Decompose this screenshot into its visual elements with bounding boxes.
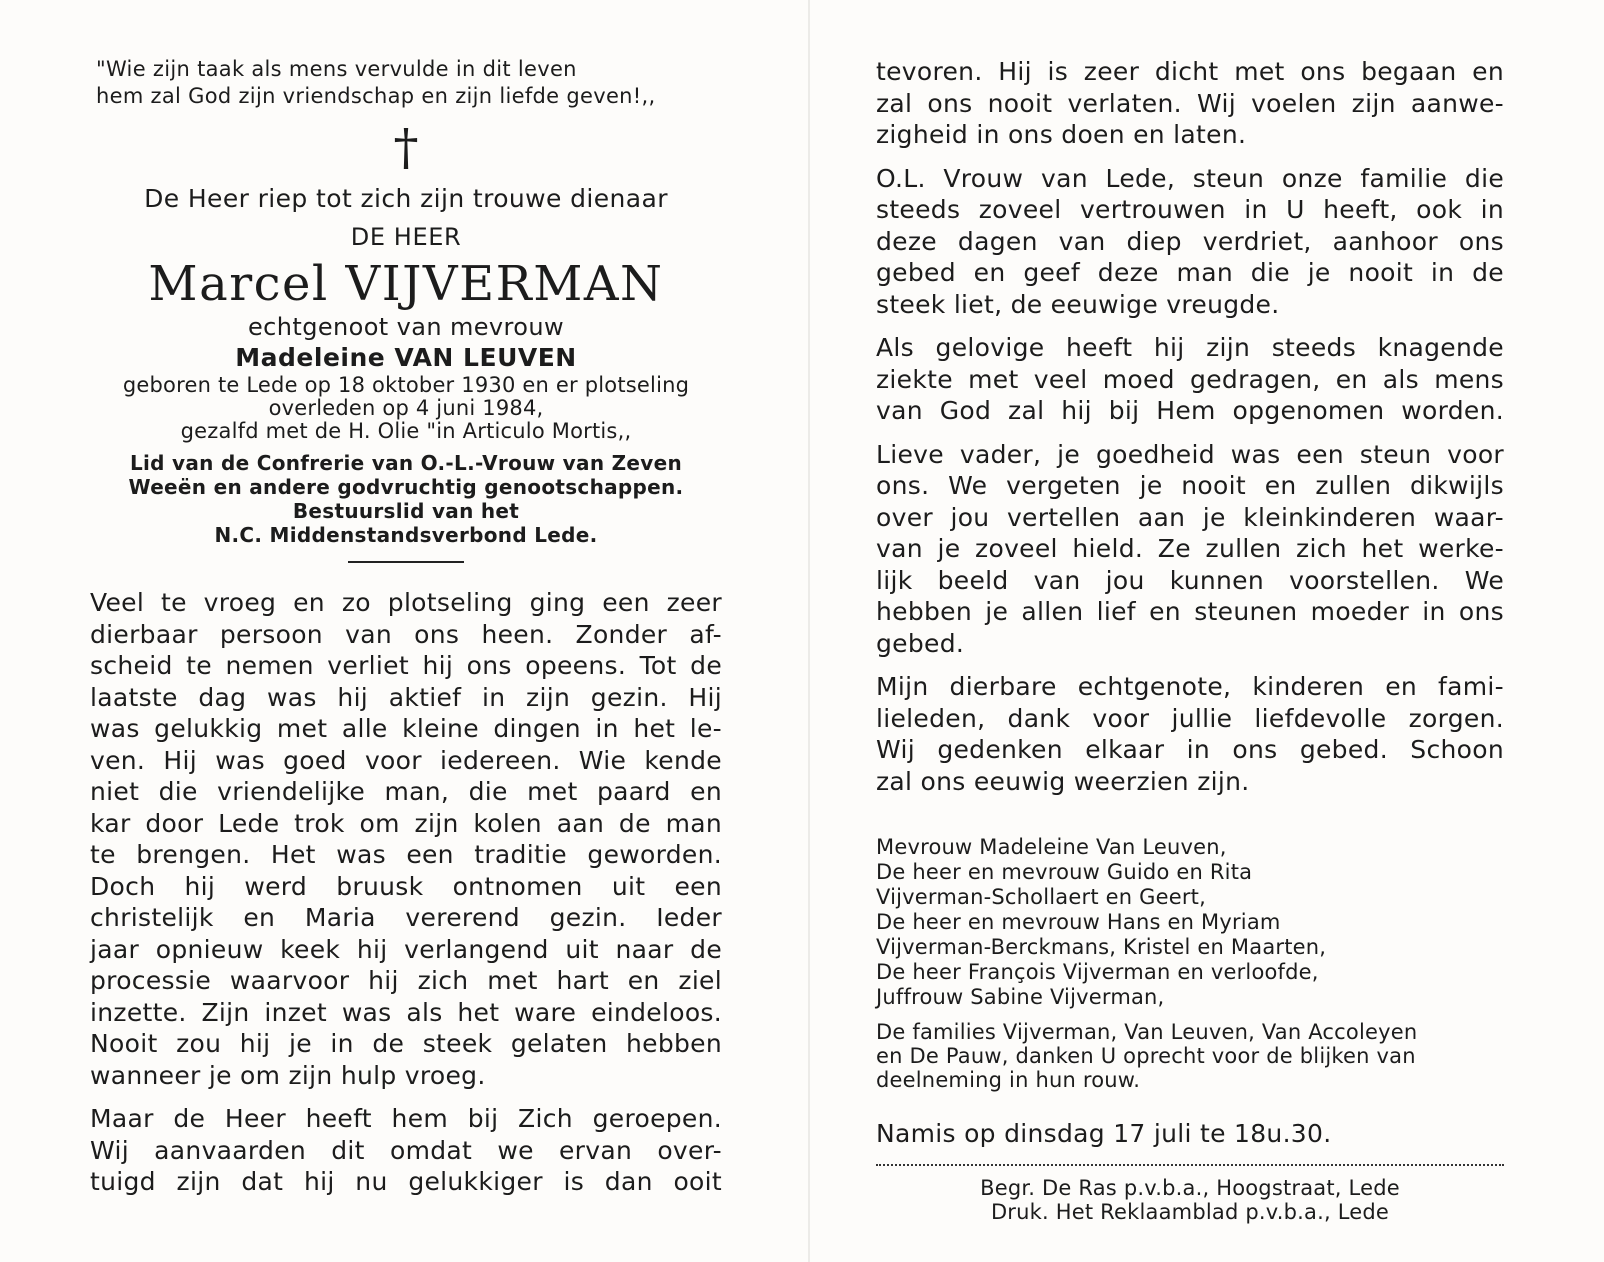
paragraph (876, 439, 1504, 660)
text-line: tevoren. Hij is zeer dicht met ons begaan en (876, 57, 1504, 86)
family-line: Mevrouw Madeleine Van Leuven, (876, 835, 1227, 859)
thanks-line: en De Pauw, danken U oprecht voor de blijken van (876, 1044, 1416, 1068)
membership-line: Lid van de Confrerie van O.-L.-Vrouw van Zeven (129, 451, 683, 475)
paragraph (876, 671, 1504, 797)
text-line: steek liet, de eeuwige vreugde. (876, 289, 1280, 319)
text-line: Wij gedenken elkaar in ons gebed. Schoon (876, 735, 1504, 764)
membership-line: Weeën en andere godvruchtig genootschappen. (128, 475, 684, 499)
family-line: De heer en mevrouw Hans en Myriam (876, 910, 1281, 934)
family-line: Juffrouw Sabine Vijverman, (876, 985, 1165, 1009)
text-line: Mijn dierbare echtgenote, kinderen en fami- (876, 672, 1504, 701)
family-line: Vijverman-Berckmans, Kristel en Maarten, (876, 935, 1327, 959)
membership-line: Bestuurslid van het (292, 499, 520, 523)
paragraph (90, 1103, 722, 1198)
text-line: was gelukkig met alle kleine dingen in het le- (90, 714, 722, 743)
family-list (876, 835, 1504, 1010)
text-line: zigheid in ons doen en laten. (876, 120, 1247, 149)
card-fold (808, 0, 810, 1262)
text-line: niet die vriendelijke man, die met paard en (90, 777, 722, 806)
title-line: DE HEER (350, 223, 462, 251)
text-line: inzette. Zijn inzet was als het ware eindeloos. (90, 997, 722, 1027)
text-line: wanneer je om zijn hulp vroeg. (90, 1060, 486, 1090)
text-line: Wij aanvaarden dit omdat we ervan over- (90, 1135, 722, 1165)
text-line: tuigd zijn dat hij nu gelukkiger is dan ooit (90, 1167, 722, 1196)
text-line: kar door Lede trok om zijn kolen aan de man (90, 808, 722, 838)
text-line: te brengen. Het was een traditie geworden. (90, 840, 722, 869)
text-line: dierbaar persoon van ons heen. Zonder af- (90, 619, 722, 649)
opening-quote (96, 56, 722, 110)
right-page (820, 0, 1604, 1262)
text-line: hebben je allen lief en steunen moeder in ons (876, 597, 1504, 626)
text-line: Als gelovige heeft hij zijn steeds knagende (876, 333, 1504, 362)
paragraph (90, 587, 722, 1091)
text-line: laatste dag was hij aktief in zijn gezin. Hij (90, 682, 722, 712)
text-line: van God zal hij bij Hem opgenomen worden. (876, 396, 1504, 425)
text-line: ziekte met veel moed gedragen, en als mens (876, 364, 1504, 394)
text-line: ons. We vergeten je nooit en zullen dikwijls (876, 471, 1504, 500)
text-line: Veel te vroeg en zo plotseling ging een zeer (90, 588, 722, 617)
paragraph (876, 332, 1504, 427)
birth-line: geboren te Lede op 18 oktober 1930 en er plotseling (122, 373, 690, 397)
birth-line: gezalfd met de H. Olie "in Articulo Mortis,, (180, 419, 632, 443)
printer-line: Begr. De Ras p.v.b.a., Hoogstraat, Lede (980, 1176, 1400, 1200)
birth-death-info (90, 374, 722, 443)
spouse-label: echtgenoot van mevrouw (248, 313, 564, 341)
called-line: De Heer riep tot zich zijn trouwe dienaar (144, 184, 668, 213)
thanks-note (876, 1020, 1504, 1092)
text-line: Nooit zou hij je in de steek gelaten hebben (90, 1029, 722, 1058)
membership-info (90, 451, 722, 547)
birth-line: overleden op 4 juni 1984, (268, 396, 544, 420)
text-line: over jou vertellen aan je kleinkinderen waar- (876, 502, 1504, 532)
text-line: zal ons eeuwig weerzien zijn. (876, 766, 1250, 796)
text-line: christelijk en Maria vererend gezin. Ieder (90, 903, 722, 932)
family-line: Vijverman-Schollaert en Geert, (876, 885, 1206, 909)
quote-line: "Wie zijn taak als mens vervulde in dit leven (96, 57, 577, 81)
text-line: processie waarvoor hij zich met hart en ziel (90, 966, 722, 995)
service-info: Namis op dinsdag 17 juli te 18u.30. (876, 1119, 1332, 1148)
text-line: scheid te nemen verliet hij ons opeens. Tot de (90, 651, 722, 680)
text-line: jaar opnieuw keek hij verlangend uit naar de (90, 934, 722, 964)
family-line: De heer François Vijverman en verloofde, (876, 960, 1319, 984)
cross-icon: † (393, 118, 419, 176)
quote-line: hem zal God zijn vriendschap en zijn liefde geven!,, (96, 84, 656, 108)
text-line: O.L. Vrouw van Lede, steun onze familie die (876, 163, 1504, 193)
family-line: De heer en mevrouw Guido en Rita (876, 860, 1253, 884)
printer-info (876, 1176, 1504, 1224)
text-line: lieleden, dank voor jullie liefdevolle zorgen. (876, 703, 1504, 733)
text-line: gebed. (876, 628, 965, 658)
dotted-divider (876, 1164, 1504, 1166)
divider (348, 561, 464, 563)
text-line: zal ons nooit verlaten. Wij voelen zijn aanwe- (876, 88, 1504, 118)
text-line: Lieve vader, je goedheid was een steun voor (876, 439, 1504, 469)
text-line: steeds zoveel vertrouwen in U heeft, ook in (876, 195, 1504, 224)
text-line: ven. Hij was goed voor iedereen. Wie kende (90, 745, 722, 775)
text-line: Maar de Heer heeft hem bij Zich geroepen. (90, 1104, 722, 1133)
text-line: Doch hij werd bruusk ontnomen uit een (90, 871, 722, 901)
text-line: deze dagen van diep verdriet, aanhoor ons (876, 226, 1504, 256)
paragraph (876, 56, 1504, 151)
thanks-line: deelneming in hun rouw. (876, 1068, 1141, 1092)
right-body-text (876, 56, 1504, 797)
spouse-name: Madeleine VAN LEUVEN (235, 343, 577, 372)
paragraph (876, 163, 1504, 321)
text-line: lijk beeld van jou kunnen voorstellen. We (876, 565, 1504, 595)
deceased-name: Marcel VIJVERMAN (148, 256, 664, 312)
printer-line: Druk. Het Reklaamblad p.v.b.a., Lede (990, 1200, 1390, 1224)
text-line: van je zoveel hield. Ze zullen zich het werke- (876, 534, 1504, 563)
membership-line: N.C. Middenstandsverbond Lede. (214, 523, 598, 547)
left-body-text (90, 587, 722, 1198)
thanks-line: De families Vijverman, Van Leuven, Van Accoleyen (876, 1020, 1418, 1044)
text-line: gebed en geef deze man die je nooit in de (876, 258, 1504, 287)
